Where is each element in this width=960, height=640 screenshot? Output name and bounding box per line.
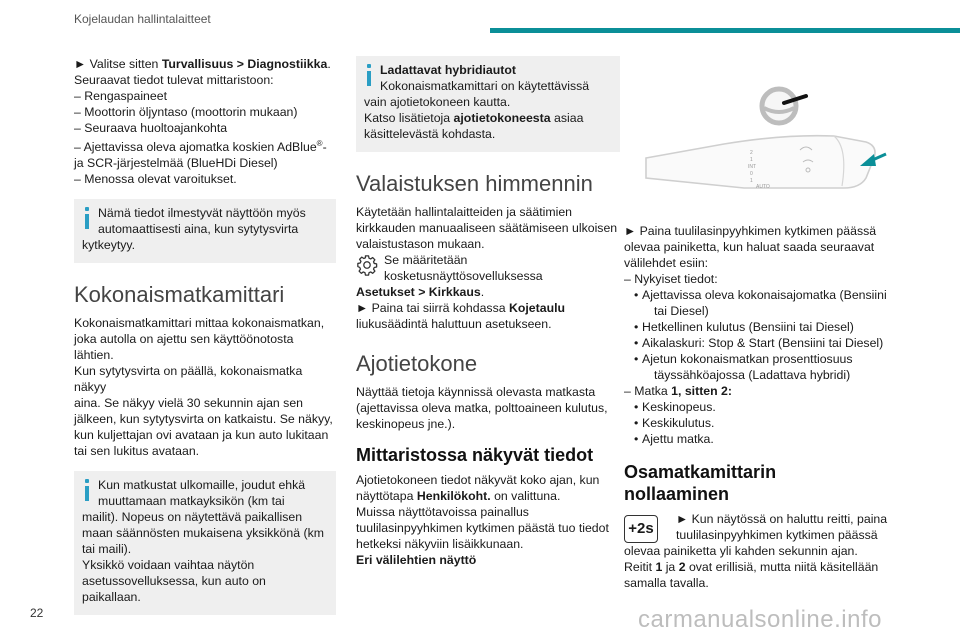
stalk-mark: 1 xyxy=(750,157,753,163)
heading-trip-computer: Ajotietokone xyxy=(356,351,478,376)
instruction-select: ► Valitse sitten Turvallisuus > Diagnostiikka. xyxy=(74,57,331,71)
info-icon xyxy=(364,64,374,86)
column-3: 2 1 INT 0 1 AUTO ► Paina tuulilasinpyyhkimen kytkimen päässä olevaa painiketta, kun haluat saada seuraavat välilehdet esiin: – Nykyiset tiedot: • Ajettavissa oleva kokonaisajomatka (Bensiini tai Diesel) • Hetkellinen kulutus (Bensiini tai Diesel) • Aikalaskuri: Stop & Start (Bensiini tai Diesel) • Ajetun kokonaismatkan prosenttiosuus täyssähköajossa (Ladattava hybridi) – Matka 1, sitten 2: • Keskinopeus. • Keskikulutus. • Ajettu matka. Osamatkamittarin nollaaminen +2s ► Kun näytössä on haluttu reitti, paina tuulilasinpyyhkimen kytkimen päässä olevaa painiketta yli kahden sekunnin ajan. Reitit 1 ja 2 ovat erillisiä, mutta niitä käsitellään samalla tavalla. xyxy=(624,56,912,591)
heading-cluster-info: Mittaristossa näkyvät tiedot xyxy=(356,445,594,465)
column-2: Ladattavat hybridiautot Kokonaismatkamittari on käytettävissä vain ajotietokoneen kautta. Katso lisätietoja ajotietokoneesta asiaa käsittelevästä kohdasta. Valaistuksen himmennin Käytetään hallintalaitteiden ja säätimien kirkkauden manuaaliseen säätämiseen ulkoisen valaistustason mukaan. Se määritetään kosketusnäyttösovelluksessa Asetukset > Kirkkaus. ► Paina tai siirrä kohdassa Kojetaulu liukusäädintä haluttuun asetukseen. Ajotietokone Näyttää tietoja käynnissä olevasta matkasta (ajettavissa oleva matka, polttoaineen kulutus, keskinopeus jne.). Mittaristossa näkyvät tiedot Ajotietokoneen tiedot näkyvät koko ajan, kun näyttötapa Henkilökoht. on valittuna. Muissa näyttötavoissa painallus tuulilasinpyyhkimen kytkimen päästä tuo tiedot hetkeksi näkyviin lisäikkunaan. Eri välilehtien näyttö xyxy=(356,56,620,568)
plus-2s-icon: +2s xyxy=(624,515,658,543)
odometer-text: Kokonaismatkamittari mittaa kokonaismatkan, joka autolla on ajettu sen käyttöönotosta lähtien. Kun sytytysvirta on päällä, kokonaismatka näkyy aina. Se näkyy vielä 30 sekunnin ajan sen jälkeen, kun sytytysvirta on katkaistu. Se näkyy, kun kuljettajan ovi avataan ja kun auto lukitaan tai sen lukitus avataan. xyxy=(74,316,333,459)
list-item: • Keskinopeus. xyxy=(624,399,912,415)
list-item: – Moottorin öljyntaso (moottorin mukaan) xyxy=(74,105,298,119)
stalk-mark: 1 xyxy=(750,178,753,184)
list-item: – Seuraava huoltoajankohta xyxy=(74,121,228,135)
stalk-mark: AUTO xyxy=(756,184,770,190)
header-accent-bar xyxy=(490,28,960,33)
heading-dimmer: Valaistuksen himmennin xyxy=(356,171,593,196)
info-icon xyxy=(82,207,92,229)
settings-row: Se määritetään kosketusnäyttösovelluksessa xyxy=(356,252,620,284)
stalk-mark: 2 xyxy=(750,150,753,156)
info-icon xyxy=(82,479,92,501)
info-note: Kun matkustat ulkomaille, joudut ehkä muuttamaan matkayksikön (km tai mailit). Nopeus on näytettävä paikallisen maan säännösten mukaisena yksikkönä (km tai maili). Yksikkö voidaan vaihtaa näytön asetussovelluksessa, kun auto on paikallaan. xyxy=(74,471,336,615)
hybrid-note: Ladattavat hybridiautot Kokonaismatkamittari on käytettävissä vain ajotietokoneen kautta. Katso lisätietoja ajotietokoneesta asiaa käsittelevästä kohdasta. xyxy=(356,56,620,152)
list-item: – Menossa olevat varoitukset. xyxy=(74,172,237,187)
heading-odometer: Kokonaismatkamittari xyxy=(74,282,285,308)
stalk-mark: INT xyxy=(748,164,757,170)
info-intro: Seuraavat tiedot tulevat mittaristoon: xyxy=(74,73,274,87)
info-note: Nämä tiedot ilmestyvät näyttöön myös automaattisesti aina, kun sytytysvirta kytkeytyy. xyxy=(74,199,336,263)
list-item: • Ajettu matka. xyxy=(624,431,912,447)
section-title: Kojelaudan hallintalaitteet xyxy=(74,12,211,26)
list-item: • Ajettavissa oleva kokonaisajomatka (Bensiini xyxy=(624,287,912,303)
list-item: • Ajetun kokonaismatkan prosenttiosuus xyxy=(624,351,912,367)
stalk-mark: 0 xyxy=(750,171,753,177)
column-1 xyxy=(74,56,336,615)
wiper-stalk-illustration xyxy=(634,66,904,206)
page-number: 22 xyxy=(30,606,44,620)
steering-wheel-icon xyxy=(762,89,806,123)
list-item: • Hetkellinen kulutus (Bensiini tai Diesel) xyxy=(624,319,912,335)
gear-icon xyxy=(356,254,378,276)
heading-trip-reset: Osamatkamittarin nollaaminen xyxy=(624,462,777,504)
watermark: carmanualsonline.info xyxy=(638,606,882,633)
list-item: • Aikalaskuri: Stop & Start (Bensiini tai Diesel) xyxy=(624,335,912,351)
list-item: – Ajettavissa oleva ajomatka koskien AdBlue®- xyxy=(74,139,327,155)
list-item: • Keskikulutus. xyxy=(624,415,912,431)
list-item-cont: ja SCR-järjestelmää (BlueHDi Diesel) xyxy=(74,156,278,171)
stalk-body xyxy=(646,136,875,188)
list-item: – Rengaspaineet xyxy=(74,89,167,103)
